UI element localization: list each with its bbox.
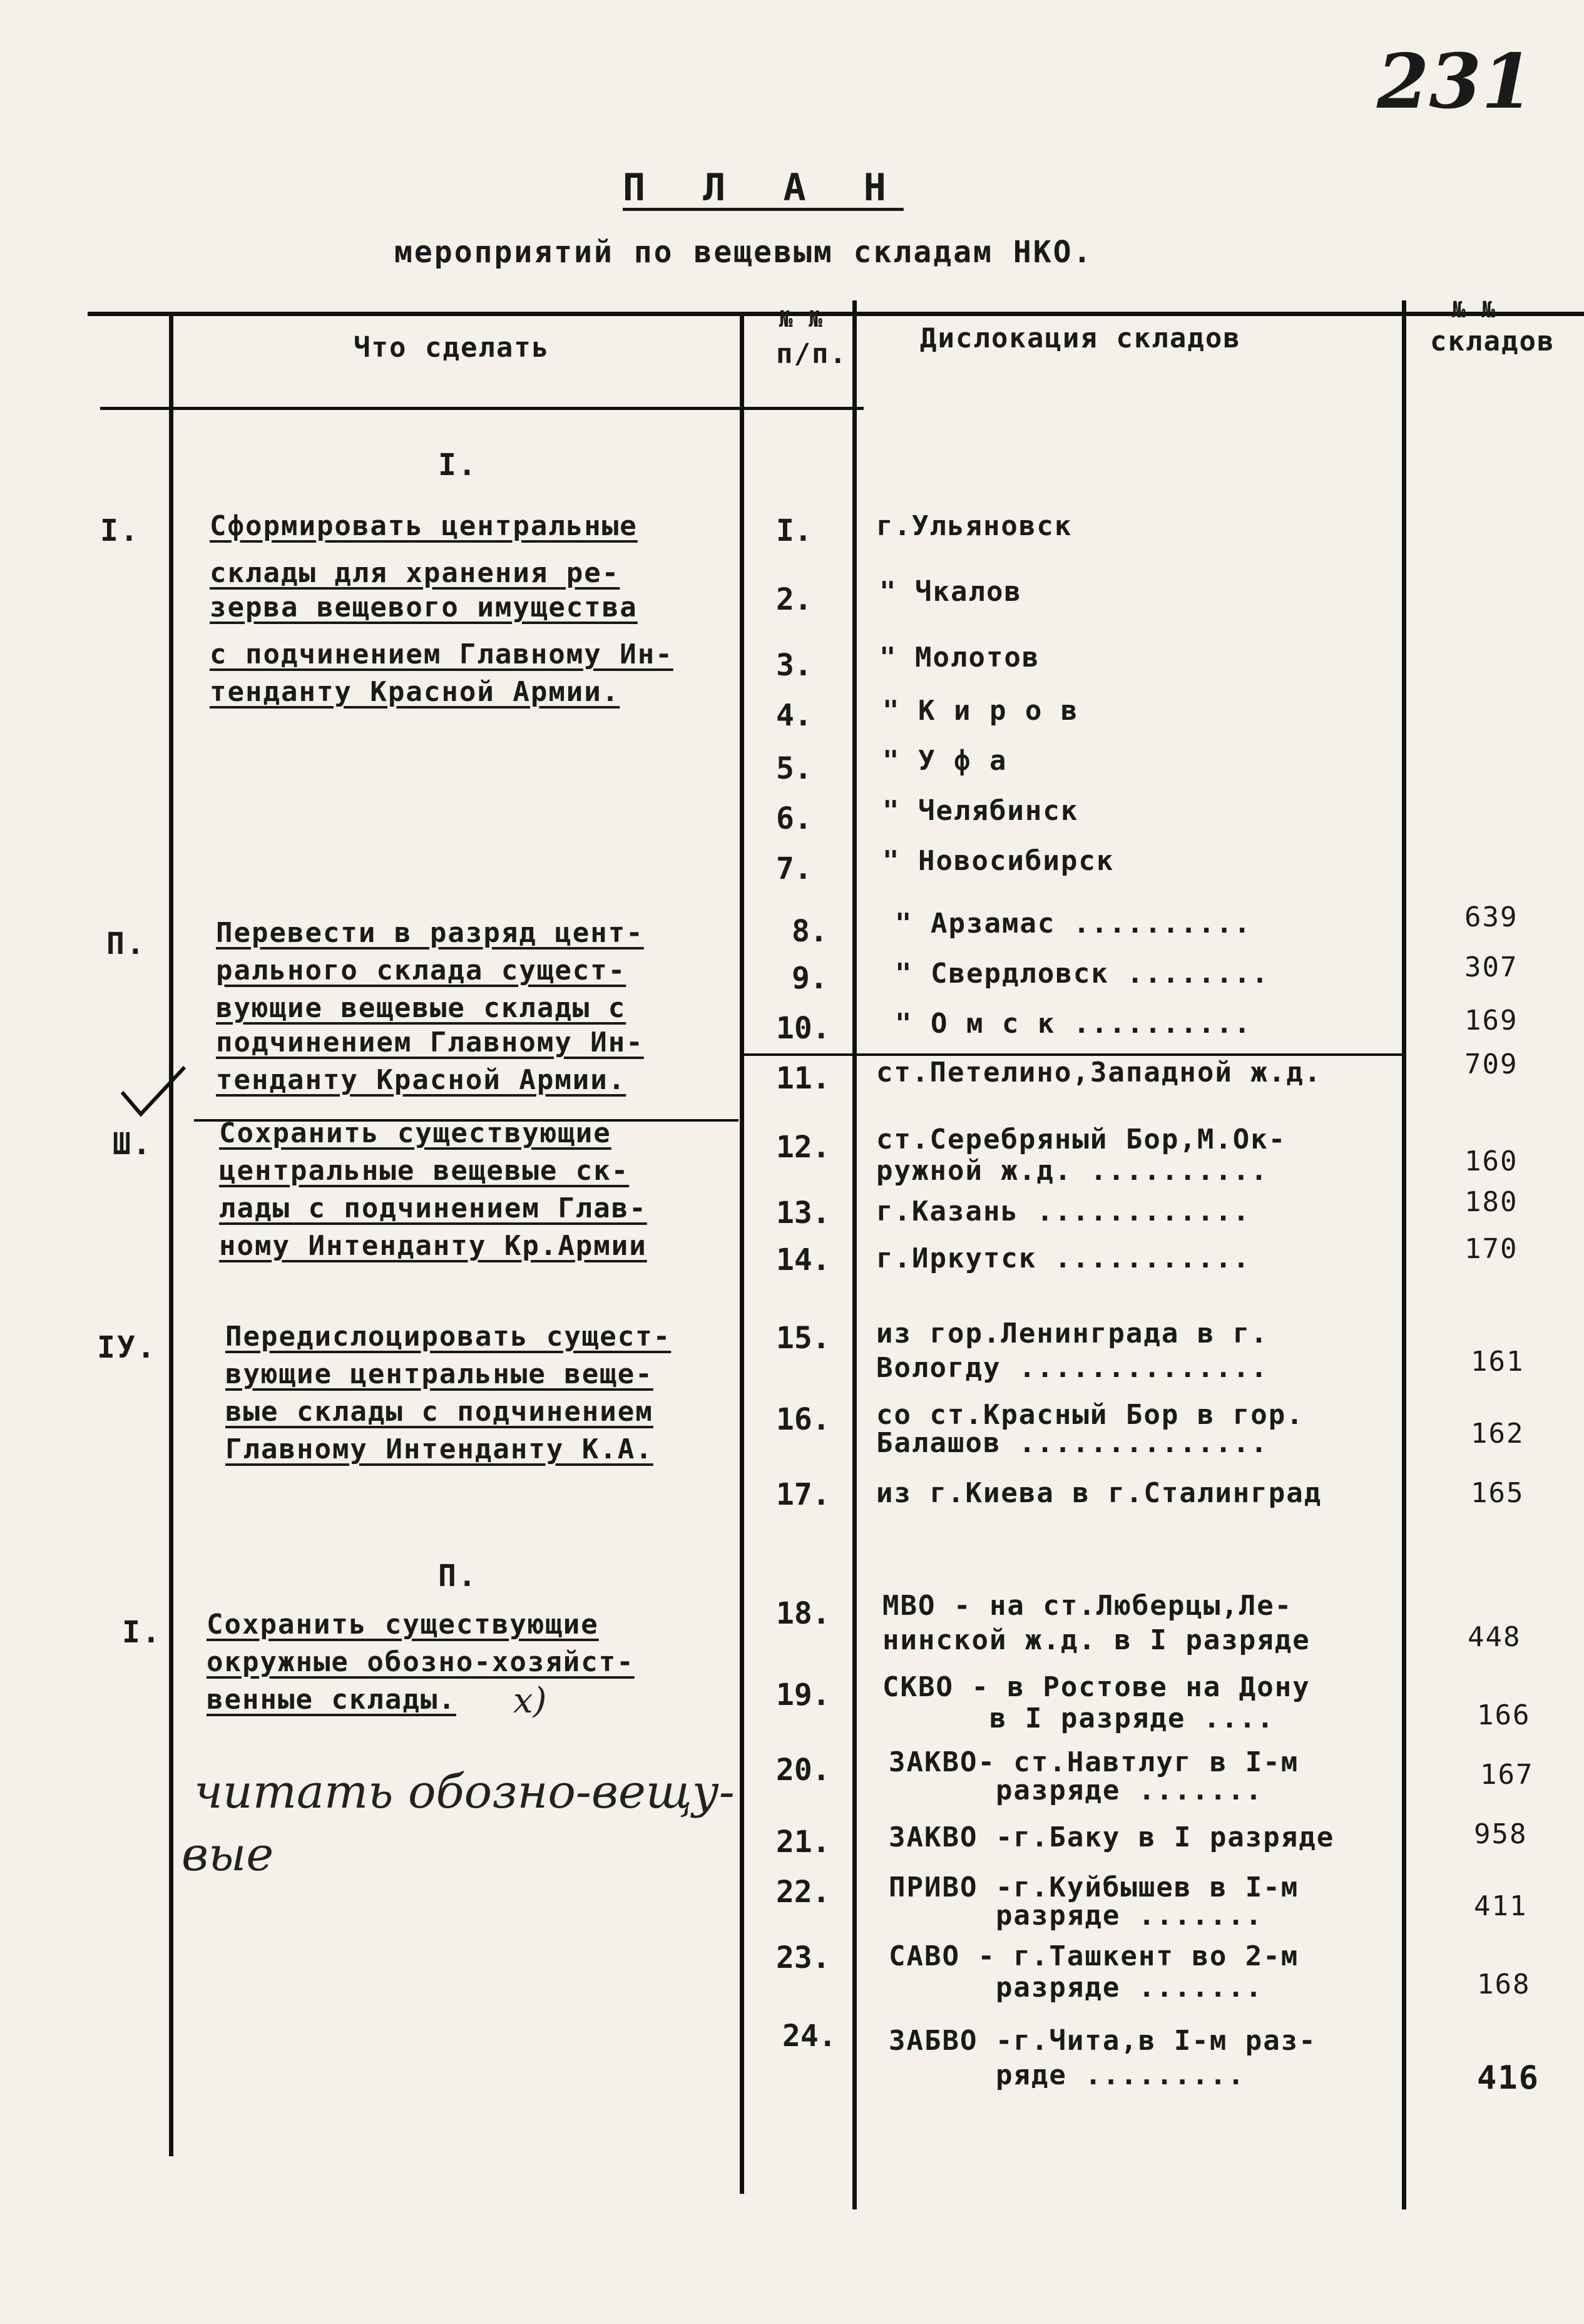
action-number: П. bbox=[106, 926, 146, 961]
row-location: ружной ж.д. .......... bbox=[876, 1155, 1269, 1187]
row-warehouse-number: 166 bbox=[1477, 1699, 1531, 1731]
action-number: I. bbox=[122, 1615, 162, 1650]
row-location: Вологду .............. bbox=[876, 1352, 1269, 1384]
action-line: зерва вещевого имущества bbox=[210, 591, 638, 623]
checkmark-icon bbox=[119, 1064, 188, 1120]
row-warehouse-number: 448 bbox=[1468, 1621, 1521, 1653]
row-location: г.Иркутск ........... bbox=[876, 1242, 1251, 1274]
row-number: 14. bbox=[776, 1242, 830, 1277]
action-number: I. bbox=[100, 513, 140, 548]
row-location: разряде ....... bbox=[889, 1900, 1264, 1932]
row-number: 9. bbox=[792, 961, 828, 996]
row-location: САВО - г.Ташкент во 2-м bbox=[889, 1940, 1299, 1972]
page-subtitle: мероприятий по вещевым складам НКО. bbox=[394, 235, 1093, 270]
page-number: 231 bbox=[1377, 38, 1534, 126]
table-divider-location bbox=[852, 300, 857, 2209]
row-number: 24. bbox=[782, 2019, 837, 2054]
row-location: из гор.Ленинграда в г. bbox=[876, 1318, 1269, 1349]
row-location: ЗАКВО- ст.Навтлуг в I-м bbox=[889, 1746, 1299, 1778]
section-marker-1: I. bbox=[438, 448, 478, 483]
action-line: Сформировать центральные bbox=[210, 510, 638, 542]
row-location: " О м с к .......... bbox=[895, 1008, 1252, 1040]
row-warehouse-number: 411 bbox=[1474, 1890, 1528, 1922]
row-number: 7. bbox=[776, 851, 812, 886]
action-line: с подчинением Главному Ин- bbox=[210, 638, 673, 670]
row-location: со ст.Красный Бор в гор. bbox=[876, 1399, 1304, 1431]
row-number: 6. bbox=[776, 801, 812, 836]
table-left-border bbox=[169, 316, 173, 2156]
row-number: 15. bbox=[776, 1321, 830, 1356]
action-line: окружные обозно-хозяйст- bbox=[207, 1646, 635, 1678]
row-warehouse-number: 639 bbox=[1464, 901, 1518, 933]
action-line: Сохранить существующие bbox=[207, 1609, 599, 1641]
row-warehouse-number: 307 bbox=[1464, 951, 1518, 983]
row-location: ЗАКВО -г.Баку в I разряде bbox=[889, 1821, 1335, 1853]
row-location: Балашов .............. bbox=[876, 1427, 1269, 1459]
row-number: 16. bbox=[776, 1402, 830, 1437]
row-location: г.Казань ............ bbox=[876, 1195, 1251, 1227]
row-warehouse-number: 958 bbox=[1474, 1818, 1528, 1850]
action-line: центральные вещевые ск- bbox=[219, 1155, 630, 1187]
page-title: П Л А Н bbox=[623, 166, 904, 210]
row-location: ЗАБВО -г.Чита,в I-м раз- bbox=[889, 2025, 1317, 2057]
row-location: " Арзамас .......... bbox=[895, 908, 1252, 939]
row-location: из г.Киева в г.Сталинград bbox=[876, 1477, 1322, 1509]
row-number: 21. bbox=[776, 1825, 830, 1860]
row-number: 8. bbox=[792, 914, 828, 949]
row-warehouse-number: 162 bbox=[1471, 1418, 1525, 1450]
row-number: I. bbox=[776, 513, 812, 548]
table-divider-warehouse bbox=[1402, 300, 1406, 2209]
row-warehouse-number: 160 bbox=[1464, 1145, 1518, 1177]
row-location: " Челябинск bbox=[882, 795, 1079, 827]
action-line: вые склады с подчинением bbox=[225, 1396, 653, 1428]
action-line: вующие вещевые склады с bbox=[216, 992, 626, 1024]
action-line: тенданту Красной Армии. bbox=[210, 676, 620, 708]
row-location: " Чкалов bbox=[879, 576, 1022, 608]
header-num-top: № № bbox=[779, 307, 824, 332]
row-warehouse-number: 161 bbox=[1471, 1346, 1525, 1378]
row-location: разряде ....... bbox=[889, 1972, 1264, 2004]
row-number: 13. bbox=[776, 1195, 830, 1231]
row-location: ряде ......... bbox=[889, 2059, 1245, 2091]
row-location: МВО - на ст.Люберцы,Ле- bbox=[882, 1590, 1293, 1622]
row-number: 20. bbox=[776, 1753, 830, 1788]
row-warehouse-number: 168 bbox=[1477, 1968, 1531, 2000]
table-top-border bbox=[88, 312, 1584, 316]
row-number: 19. bbox=[776, 1677, 830, 1712]
row-warehouse-number: 170 bbox=[1464, 1233, 1518, 1265]
row-warehouse-number: 165 bbox=[1471, 1477, 1525, 1509]
row-location: " Молотов bbox=[879, 642, 1040, 673]
header-wh-top: № № bbox=[1452, 297, 1497, 323]
row-number: 10. bbox=[776, 1011, 830, 1046]
action-line: склады для хранения ре- bbox=[210, 557, 620, 589]
row-location: " Новосибирск bbox=[882, 845, 1115, 877]
header-num-bottom: п/п. bbox=[776, 338, 847, 370]
row-location: ст.Петелино,Западной ж.д. bbox=[876, 1057, 1322, 1088]
row-number: 18. bbox=[776, 1596, 830, 1631]
action-number: Ш. bbox=[113, 1127, 153, 1162]
table-header-border bbox=[100, 407, 864, 410]
handwritten-note-line: вые bbox=[181, 1828, 274, 1881]
row-location: нинской ж.д. в I разряде bbox=[882, 1624, 1311, 1656]
row-number: 11. bbox=[776, 1061, 830, 1096]
action-line: тенданту Красной Армии. bbox=[216, 1064, 626, 1096]
row-number: 5. bbox=[776, 751, 812, 786]
row-number: 12. bbox=[776, 1130, 830, 1165]
row-location: " Свердловск ........ bbox=[895, 958, 1270, 990]
row-warehouse-number: 167 bbox=[1480, 1759, 1534, 1791]
action-line: Главному Интенданту К.А. bbox=[225, 1433, 653, 1465]
row-number: 22. bbox=[776, 1875, 830, 1910]
section-marker-2: П. bbox=[438, 1559, 478, 1594]
row-location: СКВО - в Ростове на Дону bbox=[882, 1671, 1311, 1703]
action-line: рального склада сущест- bbox=[216, 955, 626, 986]
footnote-mark: х) bbox=[513, 1681, 547, 1721]
row-warehouse-number: 180 bbox=[1464, 1186, 1518, 1218]
row-warehouse-number: 709 bbox=[1464, 1048, 1518, 1080]
row-number: 3. bbox=[776, 648, 812, 683]
action-number: IУ. bbox=[97, 1330, 157, 1365]
action-line: Перевести в разряд цент- bbox=[216, 917, 644, 949]
header-wh-bottom: складов bbox=[1430, 325, 1555, 357]
row-number: 17. bbox=[776, 1477, 830, 1512]
row-warehouse-number: 169 bbox=[1464, 1005, 1518, 1037]
row-number: 2. bbox=[776, 582, 812, 617]
row-location: " У ф а bbox=[882, 745, 1008, 777]
action-line: Сохранить существующие bbox=[219, 1117, 611, 1149]
row-location: " К и р о в bbox=[882, 695, 1079, 727]
row-location: ПРИВО -г.Куйбышев в I-м bbox=[889, 1871, 1299, 1903]
row-warehouse-number: 416 bbox=[1477, 2059, 1540, 2097]
row-location: разряде ....... bbox=[889, 1774, 1264, 1806]
header-what: Что сделать bbox=[354, 332, 550, 364]
row-location: г.Ульяновск bbox=[876, 510, 1073, 542]
row-11-border bbox=[740, 1053, 1402, 1056]
action-line: лады с подчинением Глав- bbox=[219, 1192, 647, 1224]
row-number: 23. bbox=[776, 1940, 830, 1975]
action-line: Передислоцировать сущест- bbox=[225, 1321, 672, 1353]
action-line: вующие центральные веще- bbox=[225, 1358, 653, 1390]
action-line: венные склады. bbox=[207, 1684, 456, 1716]
action-line: подчинением Главному Ин- bbox=[216, 1026, 644, 1058]
header-location: Дислокация складов bbox=[920, 322, 1241, 354]
row-location: ст.Серебряный Бор,М.Ок- bbox=[876, 1124, 1287, 1155]
action-line: ному Интенданту Кр.Армии bbox=[219, 1230, 647, 1262]
table-divider-num bbox=[740, 316, 744, 2194]
handwritten-note-line: читать обозно-вещу- bbox=[194, 1765, 735, 1819]
row-location: в I разряде .... bbox=[882, 1702, 1275, 1734]
row-number: 4. bbox=[776, 698, 812, 733]
